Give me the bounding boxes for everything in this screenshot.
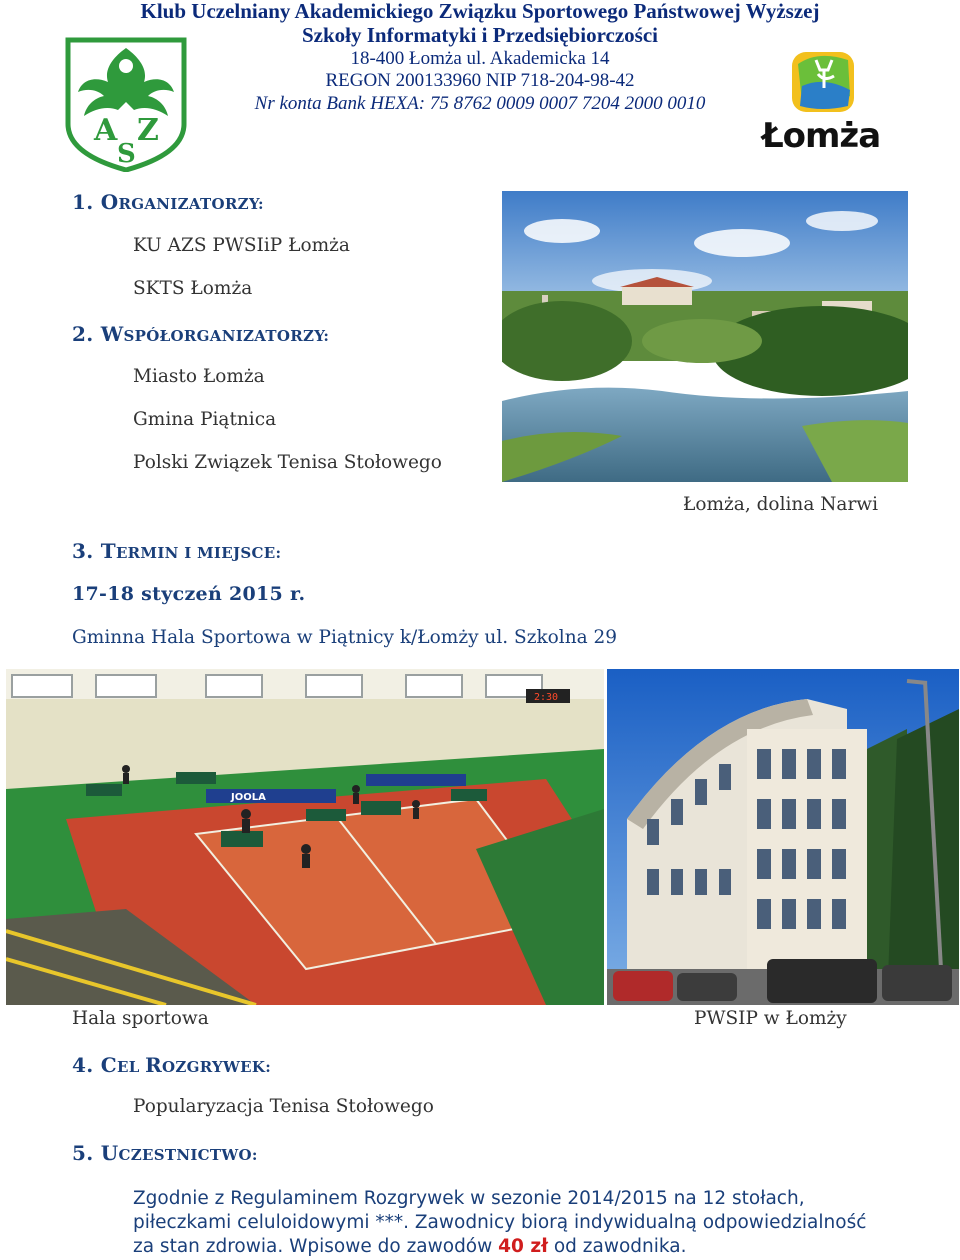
- deer-icon: [758, 50, 884, 114]
- header-school-name: Szkoły Informatyki i Przedsiębiorczości: [302, 23, 658, 47]
- coorganizer-item: Miasto Łomża: [133, 366, 265, 387]
- section-participation-heading: 5. UCZESTNICTWO:: [72, 1141, 258, 1165]
- building-caption: PWSIP w Łomży: [694, 1008, 847, 1029]
- section-coorganizers-heading: 2. WSPÓŁORGANIZATORZY:: [72, 322, 330, 346]
- lomza-logo: [758, 50, 884, 162]
- header-address: 18-400 Łomża ul. Akademicka 14: [350, 48, 610, 69]
- participation-text-line: piłeczkami celuloidowymi ***. Zawodnicy biorą indywidualną odpowiedzialność: [133, 1212, 867, 1233]
- section-date-place-heading: 3. TERMIN I MIEJSCE:: [72, 539, 282, 563]
- coorganizer-item: Polski Związek Tenisa Stołowego: [133, 452, 442, 473]
- azs-logo-a: A: [94, 113, 118, 148]
- header-bank-account: Nr konta Bank HEXA: 75 8762 0009 0007 7204 2000 0010: [254, 93, 706, 114]
- event-date: 17-18 styczeń 2015 r.: [72, 583, 306, 605]
- section-organizers-heading: 1. ORGANIZATORZY:: [72, 190, 264, 214]
- participation-text-line: Zgodnie z Regulaminem Rozgrywek w sezonie 2014/2015 na 12 stołach,: [133, 1188, 805, 1209]
- lomza-logo-text: Łomża: [761, 116, 881, 156]
- azs-logo-z: Z: [137, 113, 159, 148]
- event-venue: Gminna Hala Sportowa w Piątnicy k/Łomży ul. Szkolna 29: [72, 627, 618, 648]
- competition-goal: Popularyzacja Tenisa Stołowego: [133, 1096, 434, 1117]
- pwsip-building-photo: [607, 669, 959, 1005]
- participation-fee-line: za stan zdrowia. Wpisowe do zawodów 40 zł od zawodnika.: [133, 1236, 687, 1257]
- azs-logo: [64, 36, 188, 172]
- entry-fee: 40 zł: [498, 1236, 548, 1257]
- organizer-item: KU AZS PWSIiP Łomża: [133, 235, 350, 256]
- azs-logo-s: S: [117, 139, 136, 169]
- sports-hall-photo: [6, 669, 604, 1005]
- barrier-banner-text: JOOLA: [231, 792, 266, 803]
- coorganizer-item: Gmina Piątnica: [133, 409, 277, 430]
- organizer-item: SKTS Łomża: [133, 278, 253, 299]
- section-goal-heading: 4. CEL ROZGRYWEK:: [72, 1053, 272, 1077]
- scoreboard-text: 2:30: [534, 692, 559, 703]
- river-photo-caption: Łomża, dolina Narwi: [683, 494, 879, 515]
- sports-hall-caption: Hala sportowa: [72, 1008, 209, 1029]
- river-photo: [502, 191, 908, 482]
- header-regon-nip: REGON 200133960 NIP 718-204-98-42: [325, 70, 635, 91]
- header-club-name: Klub Uczelniany Akademickiego Związku Sportowego Państwowej Wyższej: [140, 0, 820, 23]
